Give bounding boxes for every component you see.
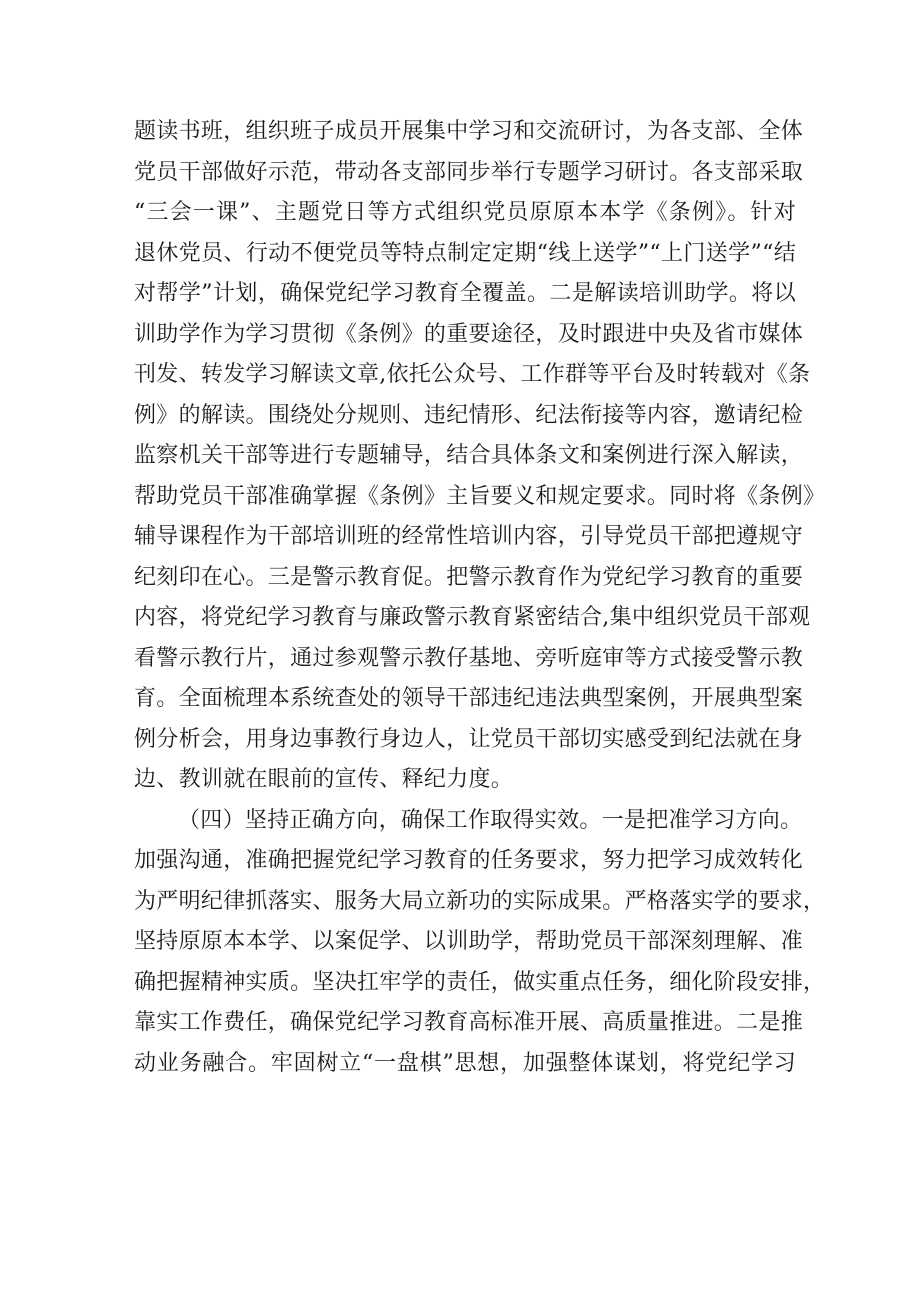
section-heading-line: （四）坚持正确方向，确保工作取得实效。一是把准学习方向。 xyxy=(178,807,803,833)
text-line: 题读书班，组织班子成员开展集中学习和交流研讨，为各支部、全体 xyxy=(134,119,804,144)
text-line: 为严明纪律抓落实、服务大局立新功的实际成果。严格落实学的要求， xyxy=(134,888,826,914)
text-line: 动业务融合。牢固树立“一盘棋”思想，加强整体谋划，将党纪学习 xyxy=(134,1050,796,1076)
text-line: 退休党员、行动不便党员等特点制定定期“线上送学”“上门送学”“结 xyxy=(134,240,796,266)
document-body xyxy=(134,112,826,1084)
text-line: 监察机关干部等进行专题辅导，结合具体条文和案例进行深入解读， xyxy=(134,443,804,468)
text-line: 坚持原原本本学、以案促学、以训助学，帮助党员干部深刻理解、准 xyxy=(134,929,804,954)
text-line: 辅导课程作为干部培训班的经常性培训内容，引导党员干部把遵规守 xyxy=(134,524,804,549)
paragraph-end-line: 边、教训就在眼前的宣传、释纪力度。 xyxy=(134,767,514,792)
text-line: 加强沟通，准确把握党纪学习教育的任务要求，努力把学习成效转化 xyxy=(134,848,804,873)
text-line: “三会一课”、主题党日等方式组织党员原原本本学《条例》。针对 xyxy=(134,200,796,225)
text-line: 纪刻印在心。三是警示教育促。把警示教育作为党纪学习教育的重要 xyxy=(134,564,804,590)
text-line: 党员干部做好示范，带动各支部同步举行专题学习研讨。各支部采取 xyxy=(134,159,804,185)
text-line: 育。全面梳理本系统查处的领导干部违纪违法典型案例，开展典型案 xyxy=(134,686,804,711)
text-line: 看警示教行片，通过参观警示教仔基地、旁听庭审等方式接受警示教 xyxy=(134,645,804,671)
text-line: 确把握精神实质。坚决扛牢学的责任，做实重点任务，细化阶段安排， xyxy=(134,969,826,995)
text-line: 例》的解读。围绕处分规则、违纪情形、纪法衔接等内容，邀请纪检 xyxy=(134,402,804,428)
text-line: 靠实工作费任，确保党纪学习教育高标准开展、高质量推进。二是推 xyxy=(134,1010,804,1035)
text-line: 对帮学”计划，确保党纪学习教育全覆盖。二是解读培训助学。将以 xyxy=(134,281,796,306)
text-line: 例分析会，用身边事教行身边人，让党员干部切实感受到纪法就在身 xyxy=(134,726,804,752)
text-line: 帮助党员干部准确掌握《条例》主旨要义和规定要求。同时将《条例》 xyxy=(134,483,826,509)
text-line: 刊发、转发学习解读文章,依托公众号、工作群等平台及时转载对《条 xyxy=(134,362,811,387)
text-line: 训助学作为学习贯彻《条例》的重要途径，及时跟进中央及省市媒体 xyxy=(134,321,804,347)
text-line: 内容，将党纪学习教育与廉政警示教育紧密结合,集中组织党员干部观 xyxy=(134,605,811,630)
